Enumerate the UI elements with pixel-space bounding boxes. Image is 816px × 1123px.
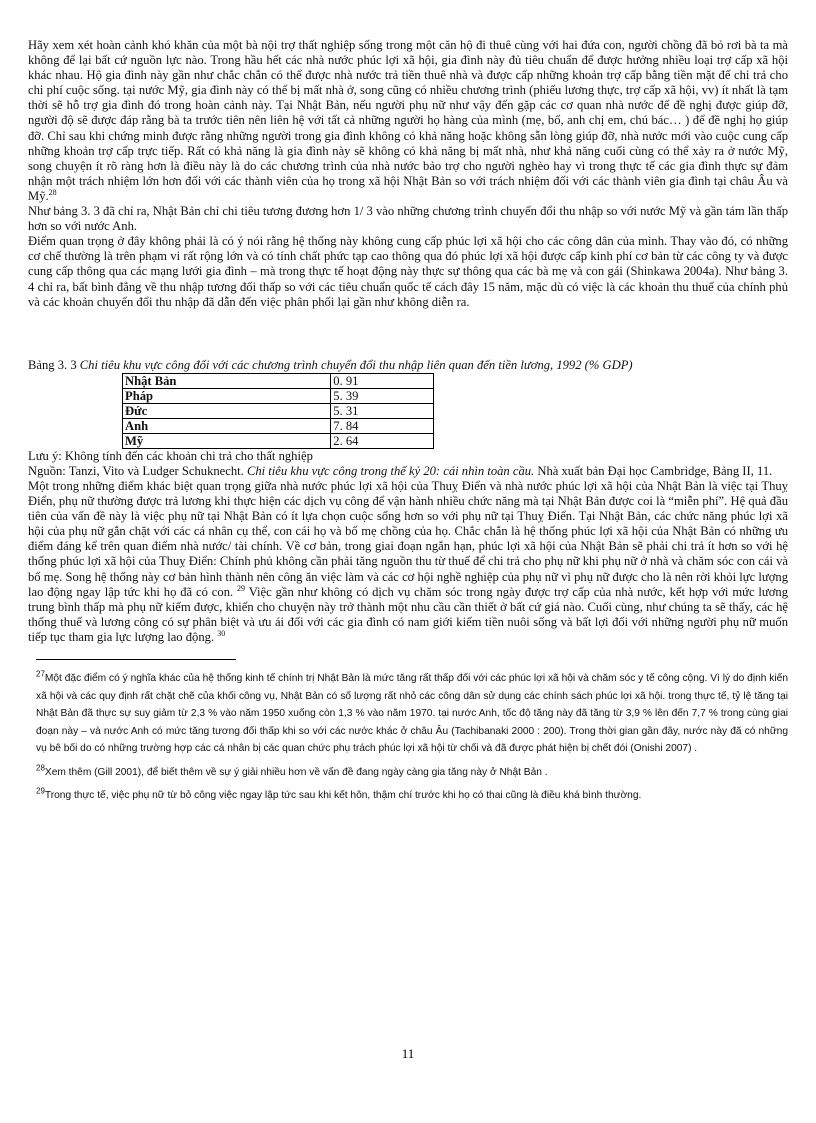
footnote-ref-30: 30	[217, 628, 226, 638]
country-cell: Anh	[123, 418, 331, 433]
table-caption-title: Chi tiêu khu vực công đối với các chương trình chuyển đổi thu nhập liên quan đến tiền lương, 1992 (% GDP)	[79, 357, 633, 372]
table-note: Lưu ý: Không tính đến các khoản chi trả cho thất nghiệp	[28, 448, 313, 463]
country-cell: Mỹ	[123, 433, 331, 448]
spending-table	[122, 373, 434, 449]
value-cell: 5. 31	[331, 403, 434, 418]
table-row	[123, 418, 434, 433]
value-cell: 5. 39	[331, 388, 434, 403]
table-row	[123, 433, 434, 448]
table-row	[123, 388, 434, 403]
paragraph-3: Điểm quan trọng ở đây không phải là có ý nói rằng hệ thống này không cung cấp phúc lợi xã hội cho các công dân của mình. Thay vào đó, có những cơ chế thường là trên phạm vi rất rộng lớn và có tính chất phức tạp cao thông qua đó phúc lợi xã hội được cấp kinh phí cơ bản từ các công ty và được cung cấp thông qua các mạng lưới gia đình – mà trong thực tế hoạt động này thực sự thông qua các bà mẹ và con gái (Shinkawa 2004a). Như bảng 3. 4 chỉ ra, bất bình đẳng về thu nhập tương đối thấp so với các tiêu chuẩn quốc tế cách đây 15 năm, mặc dù có việc là các khoản thu thuế của chính phủ và các khoản chuyển đổi thu nhập đã dẫn đến việc phân phối lại gần như không diễn ra.	[28, 234, 788, 309]
footnote-27: $^{27}$Một đặc điểm có ý nghĩa khác của hệ thống kinh tế chính trị Nhật Bản là mức tăng rất thấp đối với các phúc lợi xã hội và chăm sóc y tế công cộng. Vì lý do định kiến xã hội và các quy định rất chặt chẽ của khối công vụ, Nhật Bản có số lượng rất nhỏ các công dân sử dụng các chính sách phúc lợi xã hội. trong thực tế, tỷ lệ tăng tại Nhật Bản đã thực sự suy giảm từ 2,3 % vào năm 1950 xuống còn 1,3 % vào năm 1970. tại nước Anh, tốc độ tăng này đã tăng từ 3,9 % lên đến 7,7 % trong cùng giai đoạn này – và nước Anh có mức tăng tương đối thấp khi so với các nước khác ở châu Âu (Tachibanaki 2000 : 200). Trong thời gian gần đây, nước này đã có những vụ bê bối do có những trường hợp các cá nhân bị các quan chức phụ trách phúc lợi xã hội từ chối và đã được phát hiện bị chết đói (Onishi 2007) .	[36, 669, 788, 754]
table-row	[123, 373, 434, 388]
page-number: 11	[401, 1046, 415, 1061]
paragraph-4: Một trong những điểm khác biệt quan trọng giữa nhà nước phúc lợi xã hội của Thuỵ Điển và nhà nước phúc lợi xã hội của Nhật Bản là việc tại Thuỵ Điển, phụ nữ thường được trả lương khi thực hiện các dịch vụ công để vận hành nhiều chức năng mà tại Nhật Bản được coi là “miễn phí”. Hệ quả đầu tiên của vấn đề này là việc phụ nữ tại Nhật Bản có ít lựa chọn cuộc sống hơn so với phụ nữ tại Thuỵ Điển. Tại Nhật Bản, các chức năng phúc lợi xã hội của phụ nữ gắn chặt với các cá nhân cụ thể, con cái họ và bố mẹ chồng của họ. Chắc chắn là hệ thống phúc lợi xã hội của Nhật Bản có những ưu điểm đáng kể trên quan điểm nhà nước/ tài chính. Về cơ bản, trong giai đoạn ngắn hạn, phúc lợi xã hội của Nhật Bản sẽ phải chi trả ít hơn so với hệ thống phúc lợi xã hội của Thuỵ Điển: Chính phủ không cần phải tăng nguồn thu từ thuế để chi trả cho phụ nữ khi phụ nữ ở nhà và chăm sóc con cái và bố mẹ. Song hệ thống này cơ bản hình thành nên công ăn việc làm và các cơ hội nghề nghiệp của phụ nữ vì phụ nữ được cho là nên rời khỏi lực lượng lao động ngay lập tức khi họ đã có con. $^{29}$ Việc gần như không có dịch vụ chăm sóc trong ngày được trợ cấp của nhà nước, kết hợp với mức lương trung bình thấp mà phụ nữ kiếm được, khiến cho chuyện này trở thành một nhu cầu cần thiết ở bất cứ giá nào. Cuối cùng, như chúng ta sẽ thấy, các hệ thống thuế và lương công có sự phân biệt và ưu ái đối với các gia đình có nam giới kiếm tiền nuôi sống và bất lợi đối với những người phụ nữ muốn tiếp tục tham gia lực lượng lao động. $^{30}$	[28, 478, 788, 644]
country-cell: Nhật Bản	[123, 373, 331, 388]
paragraph-1: Hãy xem xét hoàn cảnh khó khăn của một bà nội trợ thất nghiệp sống trong một căn hộ đi thuê cùng với hai đứa con, người chồng đã bỏ rơi bà ta mà không để lại bất cứ nguồn lực nào. Trong hầu hết các nhà nước phúc lợi xã hội, gia đình này đủ tiêu chuẩn để được hưởng nhiều loại trợ cấp xã hội khác nhau. Hộ gia đình này gần như chắc chắn có thể được nhà nước trả tiền thuê nhà và được cấp những khoản trợ cấp bằng tiền mặt để chi trả cho chi phí cuộc sống. tại nước Mỹ, gia đình này có thể bị mất nhà ở, song cũng có nhiều chương trình (phiếu lương thực, trợ cấp xã hội, vv) ít nhất là tạm thời sẽ hỗ trợ gia đình đó trong hoàn cảnh này. Tại Nhật Bản, nếu người phụ nữ như vậy đến gặp các cơ quan nhà nước để đề nghị được giúp đỡ, người độ sẽ được đáp rằng bà ta trước tiên nên liên hệ với tất cả những người họ hàng của mình (mẹ, bố, anh chị em, chú bác… ) để đề nghị họ giúp đỡ. Chỉ sau khi chứng minh được rằng những người trong gia đình không có khả năng hoặc không sẵn lòng giúp đỡ, nhà nước mới vào cuộc cung cấp những khoản trợ cấp trực tiếp. Rất có khả năng là gia đình này sẽ không có khả năng bị mất nhà, như khả năng cuối cùng có thể xảy ra ở nước Mỹ, song chuyện ít rõ ràng hơn là điều này là do các chương trình của nhà nước bảo trợ cho người nghèo hay vì trong thực tế các gia đình thực sự đảm nhận một trách nhiệm lớn hơn đối với các thành viên của họ trong xã hội Nhật Bản so với trách nhiệm đối với các thành viên gia đình tại châu Âu và Mỹ.$^{28}$	[28, 38, 788, 203]
table-row	[123, 403, 434, 418]
country-cell: Đức	[123, 403, 331, 418]
value-cell: 0. 91	[331, 373, 434, 388]
table-source: Nguồn: Tanzi, Vito và Ludger Schuknecht. Chi tiêu khu vực công trong thế kỷ 20: cái nhìn toàn cầu. Nhà xuất bản Đại học Cambridge, Bảng II, 11.	[28, 463, 773, 478]
footnote-28: $^{28}$Xem thêm (Gill 2001), để biết thêm về sự ý giải nhiều hơn về vấn đề đang ngày càng gia tăng này ở Nhật Bản .	[36, 763, 548, 778]
footnote-divider	[36, 659, 236, 660]
country-cell: Pháp	[123, 388, 331, 403]
footnote-29: $^{29}$Trong thực tế, việc phụ nữ từ bỏ công việc ngay lập tức sau khi kết hôn, thậm chí trước khi họ có thai cũng là điều khá bình thường.	[36, 786, 642, 801]
footnote-ref-29: 29	[237, 583, 246, 593]
value-cell: 7. 84	[331, 418, 434, 433]
value-cell: 2. 64	[331, 433, 434, 448]
footnote-ref-28: 28	[48, 187, 57, 197]
paragraph-2: Như bảng 3. 3 đã chỉ ra, Nhật Bản chỉ chi tiêu tương đương hơn 1/ 3 vào những chương trình chuyển đổi thu nhập so với nước Mỹ và gần tám lần thấp hơn so với nước Anh.	[28, 204, 788, 234]
document-page	[28, 38, 788, 811]
table-caption: Bảng 3. 3 Chi tiêu khu vực công đối với các chương trình chuyển đổi thu nhập liên quan đến tiền lương, 1992 (% GDP)	[28, 357, 633, 372]
